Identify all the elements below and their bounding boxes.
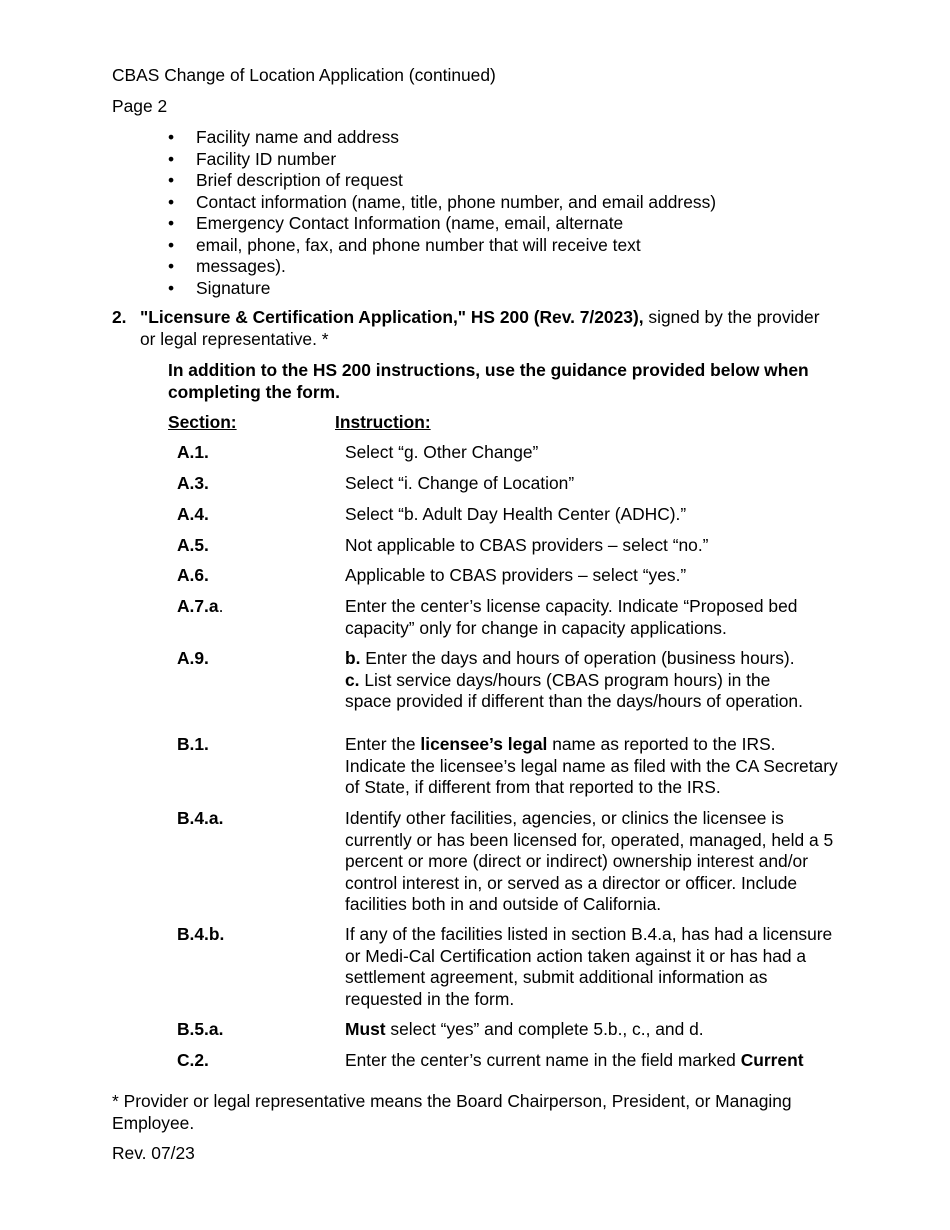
list-item: • messages).: [168, 256, 286, 276]
section-code: B.1.: [177, 734, 209, 754]
instruction-text: Enter the licensee’s legal name as reported to the IRS. Indicate the licensee’s legal name as filed with the CA Secretary of State, if different from that reported to the IRS.: [345, 734, 838, 797]
instruction-column-header: Instruction:: [335, 412, 431, 432]
instruction-text: Select “i. Change of Location”: [345, 473, 575, 493]
item-2-text: "Licensure & Certification Application," HS 200 (Rev. 7/2023), signed by the provider or legal representative. *: [140, 307, 820, 349]
list-item: • Contact information (name, title, phone number, and email address): [168, 191, 717, 212]
page-number: Page 2: [112, 96, 168, 116]
instruction-text: [345, 648, 835, 713]
section-column-header: Section:: [168, 412, 237, 432]
section-code: B.5.a.: [177, 1019, 224, 1039]
bullet-icon: •: [168, 191, 175, 212]
section-code: A.4.: [177, 504, 209, 524]
instruction-text: Applicable to CBAS providers – select “yes.”: [345, 565, 687, 585]
instruction-text: Select “b. Adult Day Health Center (ADHC).”: [345, 504, 687, 524]
instruction-text: If any of the facilities listed in section B.4.a, has had a licensure or Medi-Cal Certification action taken against it or has had a settlement agreement, submit additional information as requested in the form.: [345, 924, 833, 1009]
instruction-text: Must select “yes” and complete 5.b., c., and d.: [345, 1019, 704, 1039]
footnote: * Provider or legal representative means the Board Chairperson, President, or Managing Employee.: [112, 1091, 792, 1133]
requirements-list: [168, 127, 716, 299]
instruction-text: Identify other facilities, agencies, or clinics the licensee is currently or has been licensed for, operated, managed, held a 5 percent or more (direct or indirect) ownership interest and/or control interest in, or served as a director or officer. Include facilities both in and outside of California.: [345, 808, 834, 914]
section-code: A.6.: [177, 565, 209, 585]
numbered-item-2: [112, 307, 832, 350]
section-code: A.7.a.: [177, 596, 224, 616]
list-item: • Emergency Contact Information (name, email, alternate: [168, 213, 624, 233]
document-title: CBAS Change of Location Application (continued): [112, 65, 496, 85]
guidance-note: In addition to the HS 200 instructions, use the guidance provided below when completing the form.: [168, 360, 809, 402]
section-code: A.9.: [177, 648, 209, 668]
item-number: 2.: [112, 307, 127, 327]
instruction-text: Enter the center’s license capacity. Indicate “Proposed bed capacity” only for change in capacity applications.: [345, 596, 798, 638]
form-name: "Licensure & Certification Application," HS 200 (Rev. 7/2023),: [140, 307, 644, 327]
section-code: C.2.: [177, 1050, 209, 1070]
bullet-icon: •: [168, 234, 175, 255]
section-code: A.1.: [177, 442, 209, 462]
bullet-icon: •: [168, 256, 175, 276]
section-code: B.4.a.: [177, 808, 224, 828]
instruction-text: Not applicable to CBAS providers – select “no.”: [345, 535, 709, 555]
bullet-icon: •: [168, 127, 175, 147]
bullet-icon: •: [168, 148, 175, 169]
bullet-icon: •: [168, 170, 175, 190]
list-item: • Facility ID number: [168, 148, 337, 169]
list-item: • Signature: [168, 277, 271, 298]
instruction-part-c: c. List service days/hours (CBAS program hours) in the space provided if different than the days/hours of operation.: [345, 669, 803, 711]
bullet-icon: •: [168, 277, 175, 298]
revision-date: Rev. 07/23: [112, 1143, 195, 1163]
list-item: • Brief description of request: [168, 170, 403, 190]
section-code: A.5.: [177, 535, 209, 555]
instruction-part-b: b. Enter the days and hours of operation (business hours).: [345, 648, 795, 668]
instruction-text: Select “g. Other Change”: [345, 442, 539, 462]
instruction-text: Enter the center’s current name in the field marked Current: [345, 1050, 804, 1070]
list-item: • Facility name and address: [168, 127, 399, 147]
section-code: B.4.b.: [177, 924, 225, 944]
bullet-icon: •: [168, 213, 175, 233]
section-code: A.3.: [177, 473, 209, 493]
list-item: • email, phone, fax, and phone number that will receive text: [168, 234, 641, 255]
